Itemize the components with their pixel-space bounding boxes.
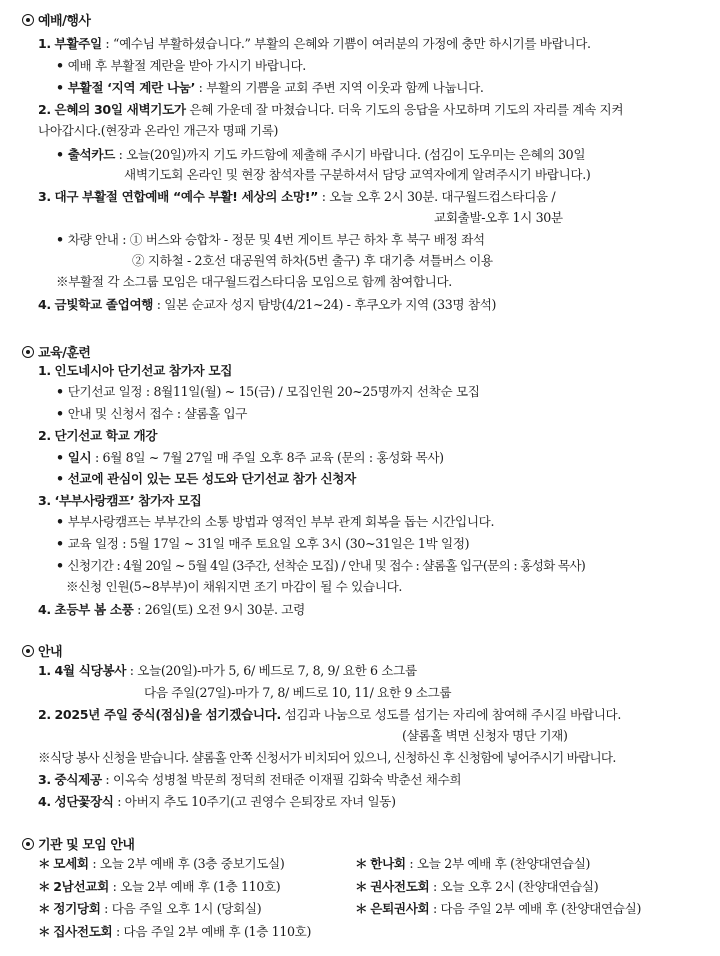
list-item: 3. 대구 부활절 연합예배 “예수 부활! 세상의 소망!” : 오늘 오후 2시 30분. 대구월드컵스타디움 / xyxy=(38,189,556,204)
list-item: 1. 4월 식당봉사 : 오늘(20일)-마가 5, 6/ 베드로 7, 8, 9/ 요한 6 소그룹 xyxy=(38,663,417,678)
list-item: 교회출발-오후 1시 30분 xyxy=(434,210,563,225)
group-item: ＊ 정기당회 : 다음 주일 오후 1시 (당회실) xyxy=(38,901,262,916)
group-item: ＊ 한나회 : 오늘 2부 예배 후 (찬양대연습실) xyxy=(355,856,591,871)
list-item: • 신청기간 : 4월 20일 ~ 5월 4일 (3주간, 선착순 모집) / 안내 및 접수 : 샬롬홀 입구(문의 : 홍성화 목사) xyxy=(56,558,586,573)
list-item: ② 지하철 - 2호선 대공원역 하차(5번 출구) 후 대기층 셔틀버스 이용 xyxy=(132,253,493,268)
list-item: • 출석카드 : 오늘(20일)까지 기도 카드함에 제출해 주시기 바랍니다. (섬김이 도우미는 은혜의 30일 xyxy=(56,147,586,162)
list-item: ※신청 인원(5~8부부)이 채워지면 조기 마감이 될 수 있습니다. xyxy=(66,579,403,594)
list-item: 2. 은혜의 30일 새벽기도가 은혜 가운데 잘 마쳤습니다. 더욱 기도의 응답을 사모하며 기도의 자리를 계속 지켜 xyxy=(38,102,624,117)
list-item: 4. 금빛학교 졸업여행 : 일본 순교자 성지 탐방(4/21~24) - 후쿠오카 지역 (33명 참석) xyxy=(38,297,497,312)
group-item: ＊ 권사전도회 : 오늘 오후 2시 (찬양대연습실) xyxy=(355,879,599,894)
list-item: • 부부사랑캠프는 부부간의 소통 방법과 영적인 부부 관계 회복을 돕는 시간입니다. xyxy=(56,514,495,529)
list-item: ※부활절 각 소그룹 모임은 대구월드컵스타디움 모임으로 함께 참여합니다. xyxy=(56,274,452,289)
list-item: ※식당 봉사 신청을 받습니다. 샬롬홀 안쪽 신청서가 비치되어 있으니, 신청하신 후 신청함에 넣어주시기 바랍니다. xyxy=(38,750,616,765)
group-item: ＊ 2남선교회 : 오늘 2부 예배 후 (1층 110호) xyxy=(38,879,281,894)
circle-bullet-icon xyxy=(22,346,34,358)
circle-bullet-icon xyxy=(22,838,34,850)
group-item: ＊ 집사전도회 : 다음 주일 2부 예배 후 (1층 110호) xyxy=(38,924,312,939)
list-item: • 선교에 관심이 있는 모든 성도와 단기선교 참가 신청자 xyxy=(56,471,356,486)
list-item: • 일시 : 6월 8일 ~ 7월 27일 매 주일 오후 8주 교육 (문의 : 홍성화 목사) xyxy=(56,450,444,465)
section-title: 기관 및 모임 안내 xyxy=(22,834,134,853)
list-item: 2. 2025년 주일 중식(점심)을 섬기겠습니다. 섬김과 나눔으로 성도를 섬기는 자리에 참여해 주시길 바랍니다. xyxy=(38,707,622,722)
group-item: ＊ 은퇴권사회 : 다음 주일 2부 예배 후 (찬양대연습실) xyxy=(355,901,642,916)
list-item: • 차량 안내 : ① 버스와 승합차 - 정문 및 4번 게이트 부근 하차 후 북구 배정 좌석 xyxy=(56,232,485,247)
list-item: 2. 단기선교 학교 개강 xyxy=(38,428,158,443)
list-item: • 단기선교 일정 : 8월11일(월) ~ 15(금) / 모집인원 20~25명까지 선착순 모집 xyxy=(56,384,480,399)
group-item: ＊ 모세회 : 오늘 2부 예배 후 (3층 중보기도실) xyxy=(38,856,285,871)
list-item: 1. 부활주일 : “예수님 부활하셨습니다.” 부활의 은혜와 기쁨이 여러분의 가정에 충만 하시기를 바랍니다. xyxy=(38,36,591,51)
section-title: 교육/훈련 xyxy=(22,342,90,361)
circle-bullet-icon xyxy=(22,645,34,657)
list-item: 4. 성단꽃장식 : 아버지 추도 10주기(고 권영수 은퇴장로 자녀 일동) xyxy=(38,794,396,809)
list-item: 3. ‘부부사랑캠프’ 참가자 모집 xyxy=(38,493,202,508)
circle-bullet-icon xyxy=(22,14,34,26)
section-title: 예배/행사 xyxy=(22,10,90,29)
list-item: • 교육 일정 : 5월 17일 ~ 31일 매주 토요일 오후 3시 (30~31일은 1박 일정) xyxy=(56,536,470,551)
list-item: 다음 주일(27일)-마가 7, 8/ 베드로 10, 11/ 요한 9 소그룹 xyxy=(144,685,452,700)
list-item: 새벽기도회 온라인 및 현장 참석자를 구분하셔서 담당 교역자에게 알려주시기 바랍니다.) xyxy=(124,167,591,182)
list-item: 3. 중식제공 : 이옥숙 성병철 박문희 정덕희 전태준 이재필 김화숙 박춘선 채수희 xyxy=(38,772,462,787)
list-item: 4. 초등부 봄 소풍 : 26일(토) 오전 9시 30분. 고령 xyxy=(38,602,305,617)
list-item: • 안내 및 신청서 접수 : 샬롬홀 입구 xyxy=(56,406,248,421)
list-item: • 부활절 ‘지역 계란 나눔’ : 부활의 기쁨을 교회 주변 지역 이웃과 함께 나눕니다. xyxy=(56,80,484,95)
list-item: 나아갑시다.(현장과 온라인 개근자 명패 기록) xyxy=(38,123,279,138)
list-item: (샬롬홀 벽면 신청자 명단 기재) xyxy=(402,728,568,743)
list-item: • 예배 후 부활절 계란을 받아 가시기 바랍니다. xyxy=(56,58,306,73)
section-title: 안내 xyxy=(22,641,62,660)
list-item: 1. 인도네시아 단기선교 참가자 모집 xyxy=(38,363,233,378)
